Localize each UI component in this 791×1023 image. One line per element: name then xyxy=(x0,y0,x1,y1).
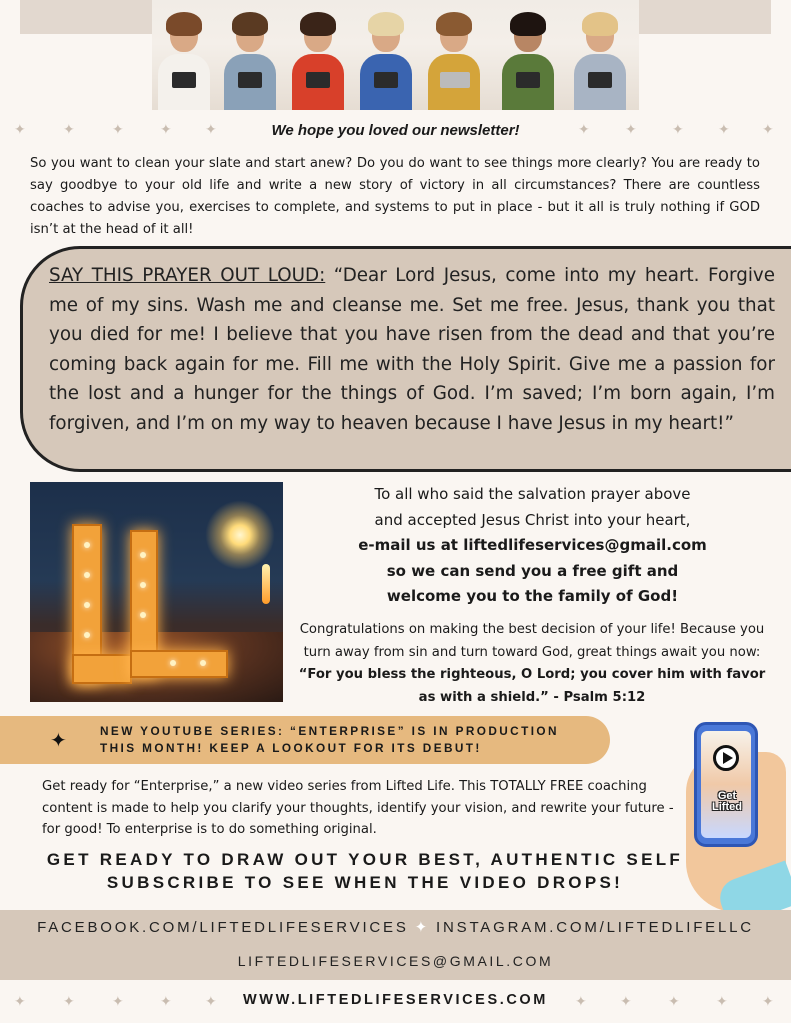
prayer-text xyxy=(49,261,775,438)
cta-line: SUBSCRIBE TO SEE WHEN THE VIDEO DROPS! xyxy=(106,873,624,892)
decorative-star-icon: ✦ xyxy=(160,993,172,1009)
decorative-star-icon: ✦ xyxy=(762,121,774,137)
decorative-star-icon: ✦ xyxy=(625,121,637,137)
psalm-quote: “For you bless the righteous, O Lord; you cover him with favor as with a shield.” - Psalm 5:12 xyxy=(298,667,766,705)
decorative-star-icon: ✦ xyxy=(620,993,632,1009)
decorative-star-icon: ✦ xyxy=(63,993,75,1009)
decorative-star-icon: ✦ xyxy=(716,993,728,1009)
salvation-line: welcome you to the family of God! xyxy=(386,587,679,605)
call-to-action xyxy=(0,848,730,894)
decorative-star-icon: ✦ xyxy=(578,121,590,137)
congrats-text: Congratulations on making the best decision of your life! Because you turn away from sin and turn toward God, great things await you now: xyxy=(299,622,765,660)
decorative-star-icon: ✦ xyxy=(160,121,172,137)
salvation-line: To all who said the salvation prayer above xyxy=(374,485,691,503)
decorative-star-icon: ✦ xyxy=(112,121,124,137)
website-link[interactable]: WWW.LIFTEDLIFESERVICES.COM xyxy=(243,992,548,1008)
salvation-email-line: e-mail us at liftedlifeservices@gmail.com xyxy=(358,536,707,554)
play-icon xyxy=(713,745,739,771)
decorative-star-icon: ✦ xyxy=(205,121,217,137)
enterprise-paragraph: Get ready for “Enterprise,” a new video series from Lifted Life. This TOTALLY FREE coaching content is made to help you clarify your thoughts, identify your vision, and rewrite your future - for good! To enterprise is to do something original. xyxy=(42,779,674,837)
youtube-announcement xyxy=(100,723,600,757)
salvation-line: so we can send you a free gift and xyxy=(386,561,679,580)
header-photo-people-on-devices xyxy=(152,0,639,110)
intro-paragraph: So you want to clean your slate and start anew? Do you do want to see things more clearly? You are ready to say goodbye to your old life and write a new story of victory in all circumstances? There are countless coaches to advise you, exercises to complete, and systems to put in place - but it all is truly nothing if GOD isn’t at the head of it all! xyxy=(30,156,760,237)
decorative-star-icon: ✦ xyxy=(762,993,774,1009)
decorative-star-icon: ✦ xyxy=(14,993,26,1009)
firework-trail-graphic xyxy=(262,564,270,604)
social-links xyxy=(0,918,791,936)
phone-graphic xyxy=(694,722,758,847)
phone-screen xyxy=(701,731,751,838)
prayer-box xyxy=(20,246,791,472)
footer-band xyxy=(0,910,791,980)
marquee-letters-image xyxy=(30,482,283,702)
newsletter-headline: We hope you loved our newsletter! xyxy=(271,122,520,139)
salvation-message xyxy=(300,482,765,610)
phone-in-hand-illustration xyxy=(680,722,791,912)
decorative-star-icon: ✦ xyxy=(668,993,680,1009)
decorative-star-icon: ✦ xyxy=(112,993,124,1009)
decorative-star-icon: ✦ xyxy=(718,121,730,137)
youtube-line: THIS MONTH! KEEP A LOOKOUT FOR ITS DEBUT! xyxy=(100,741,482,755)
email-link[interactable]: LIFTEDLIFESERVICES@GMAIL.COM xyxy=(237,953,554,969)
get-lifted-logo: Get Lifted xyxy=(712,790,742,813)
decorative-star-icon: ✦ xyxy=(63,121,75,137)
youtube-line: NEW YOUTUBE SERIES: “ENTERPRISE” IS IN PRODUCTION xyxy=(100,724,559,738)
prayer-label: SAY THIS PRAYER OUT LOUD: xyxy=(49,265,326,286)
cta-line: GET READY TO DRAW OUT YOUR BEST, AUTHENTIC SELF xyxy=(46,850,684,869)
decorative-star-icon: ✦ xyxy=(672,121,684,137)
decorative-star-icon: ✦ xyxy=(14,121,26,137)
separator-star-icon: ✦ xyxy=(414,919,431,936)
youtube-series-banner xyxy=(0,716,610,764)
salvation-line: and accepted Jesus Christ into your heart, xyxy=(374,510,691,529)
firework-graphic xyxy=(205,500,275,570)
facebook-link[interactable]: FACEBOOK.COM/LIFTEDLIFESERVICES xyxy=(37,919,409,936)
decorative-star-icon: ✦ xyxy=(205,993,217,1009)
congratulations-paragraph xyxy=(293,619,771,709)
decorative-star-icon: ✦ xyxy=(575,993,587,1009)
sparkle-icon: ✦ xyxy=(50,730,67,752)
instagram-link[interactable]: INSTAGRAM.COM/LIFTEDLIFELLC xyxy=(436,919,754,936)
prayer-body: “Dear Lord Jesus, come into my heart. Forgive me of my sins. Wash me and cleanse me. Set me free. Jesus, thank you that you died for me! I believe that you have risen from the dead and that you’re coming back again for me. Fill me with the Holy Spirit. Give me a passion for the lost and a hunger for the things of God. I’m saved; I’m born again, I’m forgiven, and I’m on my way to heaven because I have Jesus in my heart!” xyxy=(49,265,775,434)
